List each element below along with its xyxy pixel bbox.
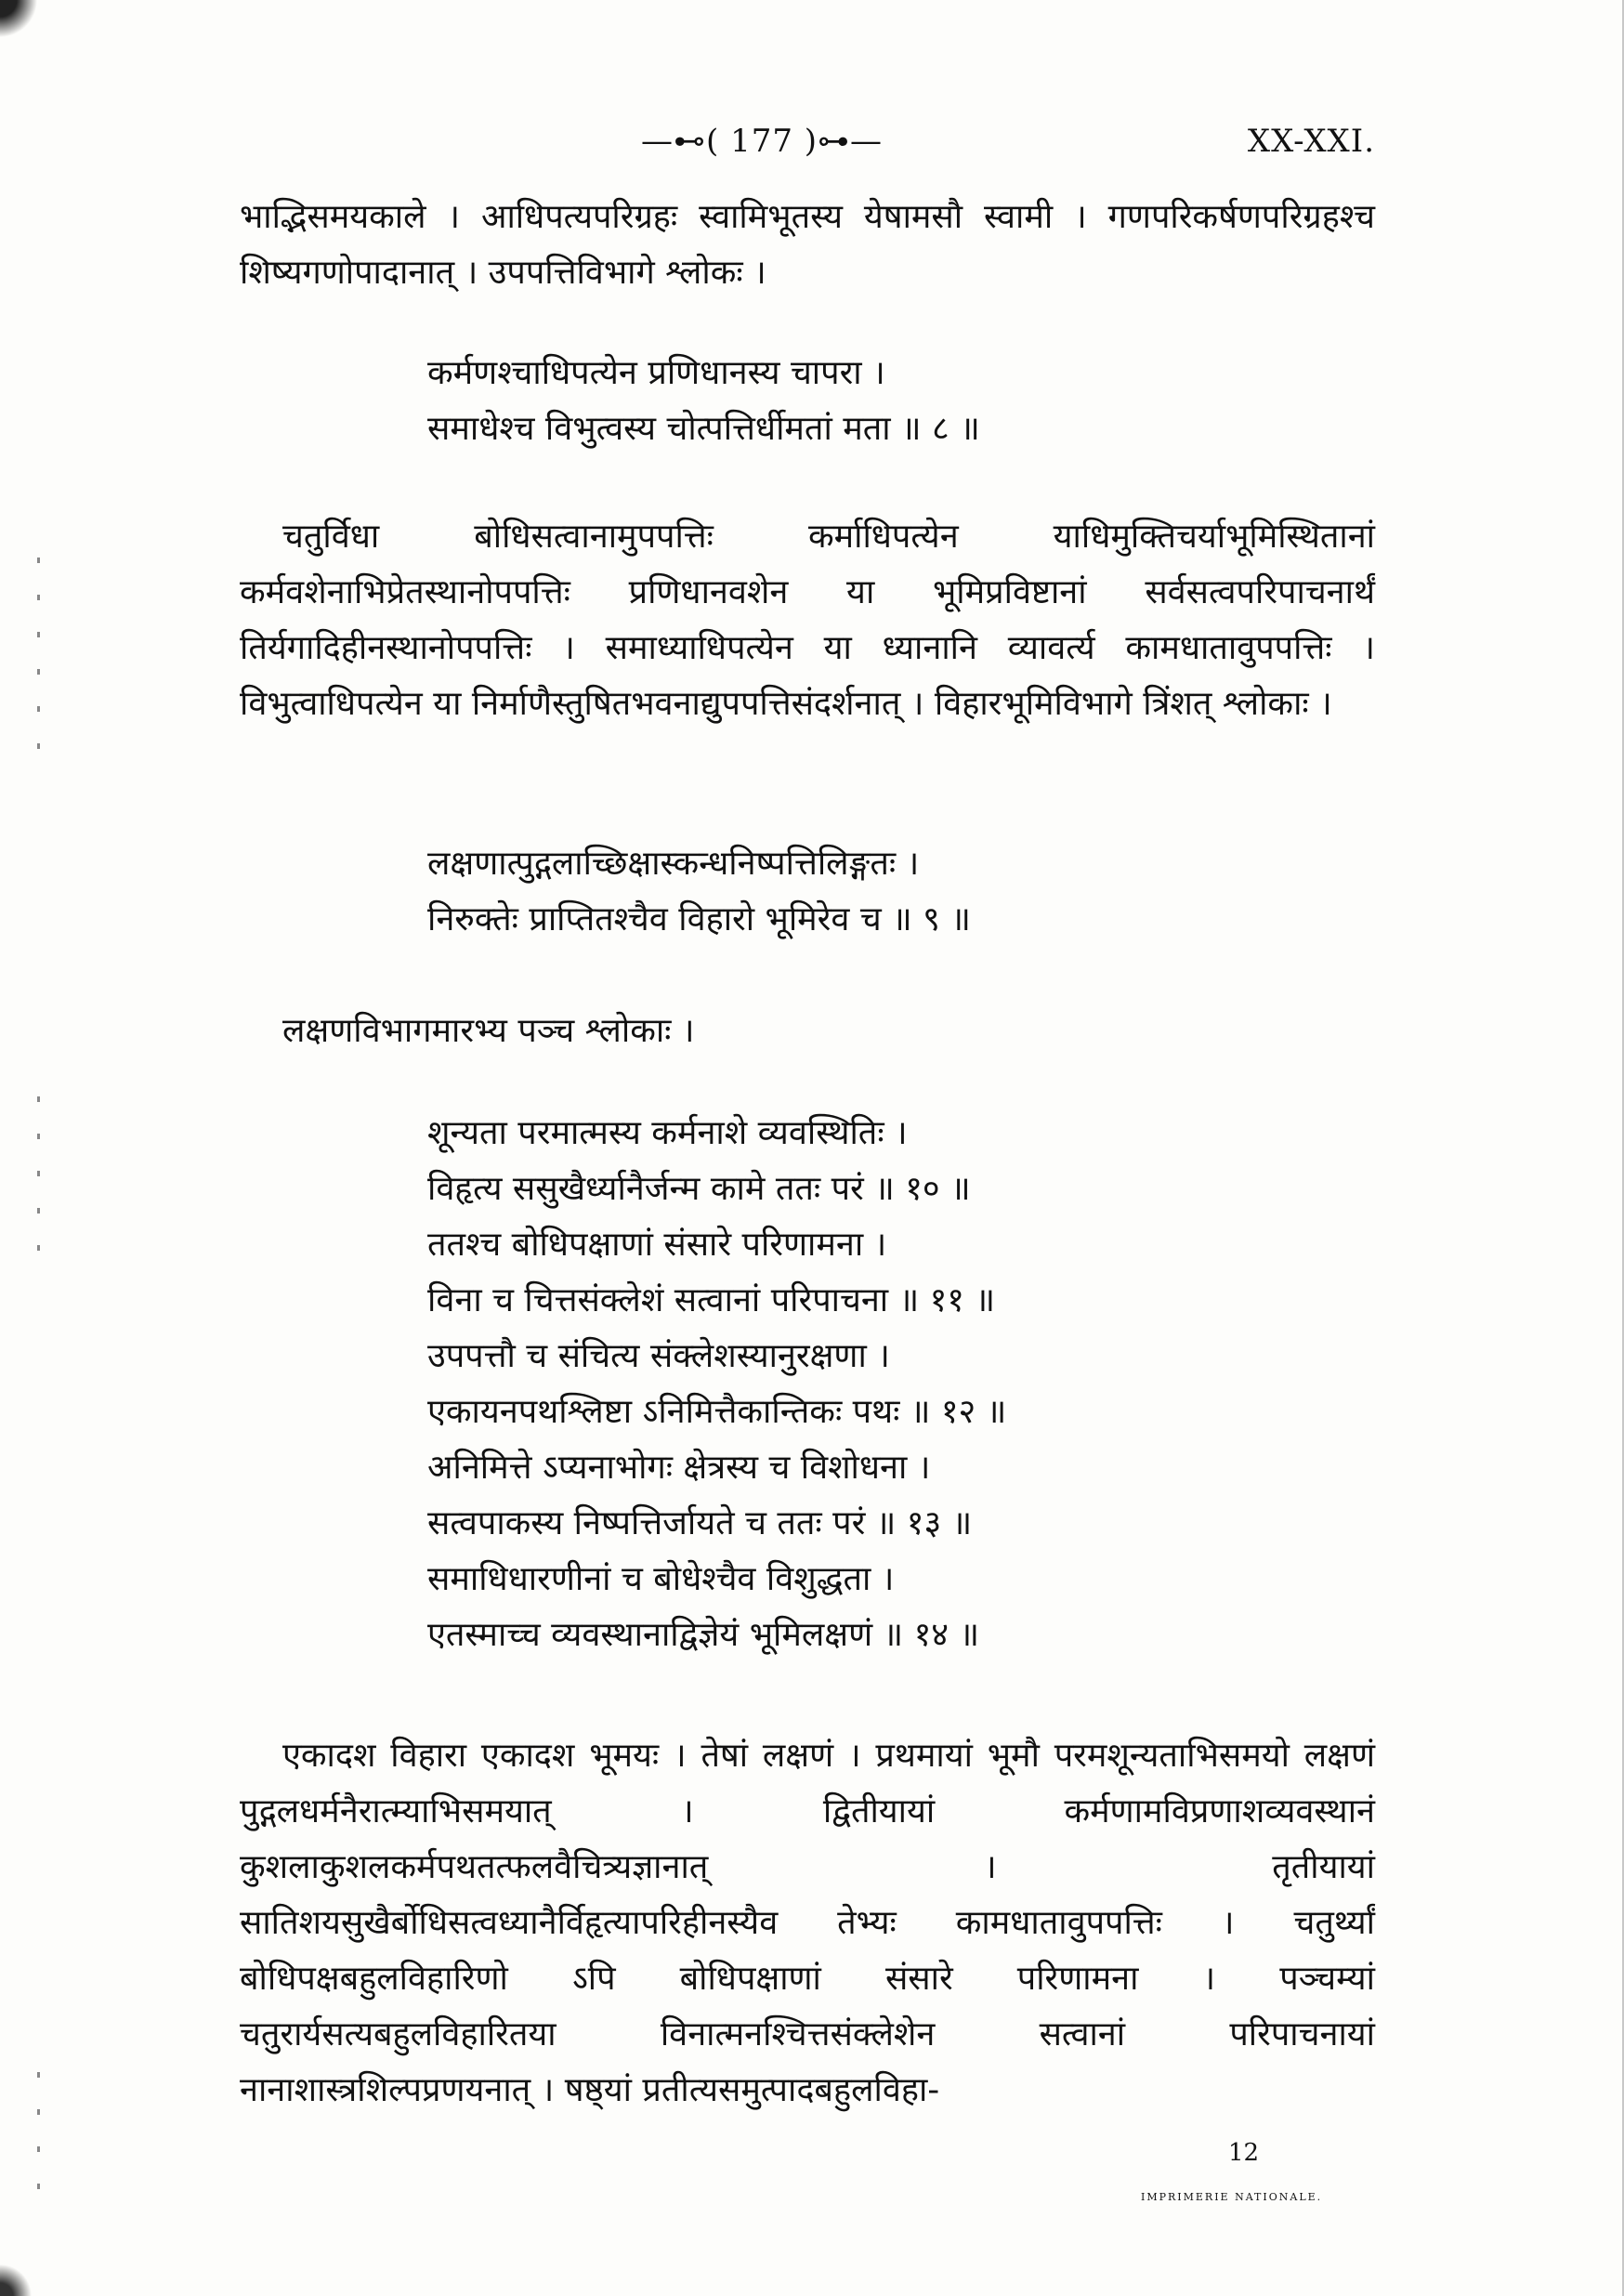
- verse-block: [427, 346, 1282, 457]
- commentary-paragraph: [240, 190, 1375, 301]
- verse-line: ततश्च बोधिपक्षाणां संसारे परिणामना ।: [427, 1226, 887, 1264]
- scan-smudge: [0, 2240, 56, 2296]
- verse-line: सत्वपाकस्य निष्पत्तिर्जायते च ततः परं ॥ १३ ॥: [427, 1504, 973, 1542]
- paragraph-text: एकादश विहारा एकादश भूमयः । तेषां लक्षणं । प्रथमायां भूमौ परमशून्यताभिसमयो लक्षणं पुद्गलधर्मनैरात्म्याभिसमयात् । द्वितीयायां कर्मणामविप्रणाशव्यवस्थानं कुशलाकुशलकर्मपथतत्फलवैचित्र्यज्ञानात् । तृतीयायां सातिशयसुखैर्बोधिसत्वध्यानैर्विहृत्यापरिहीनस्यैव तेभ्यः कामधातावुपपत्तिः । चतुर्थ्यां बोधिपक्षबहुलविहारिणो ऽपि बोधिपक्षाणां संसारे परिणामना । पञ्चम्यां चतुरार्यसत्यबहुलविहारितया विनात्मनश्चित्तसंक्लेशेन सत्वानां परिपाचनायां नानाशास्त्रशिल्पप्रणयनात् । षष्ठ्यां प्रतीत्यसमुत्पादबहुलविहा-: [240, 1737, 1375, 2109]
- verse-line: समाधेश्च विभुत्वस्य चोत्पत्तिर्धीमतां मता ॥ ८ ॥: [427, 410, 980, 448]
- page-number: —⊷( 177 )⊶—: [641, 123, 884, 160]
- section-reference: XX-XXI.: [1247, 123, 1375, 160]
- verse-line: कर्मणश्चाधिपत्येन प्रणिधानस्य चापरा ।: [427, 354, 885, 392]
- binding-marks: [37, 558, 40, 762]
- verse-block: [427, 1106, 1282, 1663]
- commentary-paragraph: [240, 509, 1375, 732]
- binding-marks: [37, 2072, 40, 2221]
- verse-line: विना च चित्तसंक्लेशं सत्वानां परिपाचना ॥ ११ ॥: [427, 1281, 996, 1319]
- scan-smudge: [0, 0, 65, 65]
- verse-line: समाधिधारणीनां च बोधेश्चैव विशुद्धता ।: [427, 1560, 895, 1598]
- verse-line: एकायनपथश्लिष्टा ऽनिमित्तैकान्तिकः पथः ॥ १२ ॥: [427, 1393, 1007, 1431]
- verse-line: एतस्माच्च व्यवस्थानाद्विज्ञेयं भूमिलक्षणं ॥ १४ ॥: [427, 1616, 980, 1654]
- verse-block: [427, 836, 1282, 948]
- running-header: [242, 123, 1375, 169]
- verse-line: उपपत्तौ च संचित्य संक्लेशस्यानुरक्षणा ।: [427, 1337, 890, 1375]
- commentary-paragraph: [240, 1728, 1375, 2119]
- printer-imprint: IMPRIMERIE NATIONALE.: [1141, 2191, 1323, 2203]
- verse-line: निरुक्तेः प्राप्तितश्चैव विहारो भूमिरेव च ॥ ९ ॥: [427, 900, 971, 938]
- section-intro-line: लक्षणविभागमारभ्य पञ्च श्लोकाः ।: [282, 1012, 695, 1050]
- verse-line: लक्षणात्पुद्गलाच्छिक्षास्कन्धनिष्पत्तिलिङ्गतः ।: [427, 845, 920, 883]
- paragraph-text: भाद्भिसमयकाले । आधिपत्यपरिग्रहः स्वामिभूतस्य येषामसौ स्वामी । गणपरिकर्षणपरिग्रहश्च शिष्यगणोपादानात् । उपपत्तिविभागे श्लोकः ।: [240, 198, 1375, 292]
- verse-line: अनिमित्ते ऽप्यनाभोगः क्षेत्रस्य च विशोधना ।: [427, 1449, 931, 1487]
- signature-mark: 12: [1228, 2139, 1260, 2167]
- verse-line: शून्यता परमात्मस्य कर्मनाशे व्यवस्थितिः ।: [427, 1114, 908, 1152]
- binding-marks: [37, 1096, 40, 1282]
- verse-line: विहृत्य ससुखैर्ध्यानैर्जन्म कामे ततः परं ॥ १० ॥: [427, 1170, 971, 1208]
- paragraph-text: चतुर्विधा बोधिसत्वानामुपपत्तिः कर्माधिपत्येन याधिमुक्तिचर्याभूमिस्थितानां कर्मवशेनाभिप्रेतस्थानोपपत्तिः प्रणिधानवशेन या भूमिप्रविष्टानां सर्वसत्वपरिपाचनार्थं तिर्यगादिहीनस्थानोपपत्तिः । समाध्याधिपत्येन या ध्यानानि व्यावर्त्य कामधातावुपपत्तिः । विभुत्वाधिपत्येन या निर्माणैस्तुषितभवनाद्युपपत्तिसंदर्शनात् । विहारभूमिविभागे त्रिंशत् श्लोकाः ।: [240, 518, 1375, 723]
